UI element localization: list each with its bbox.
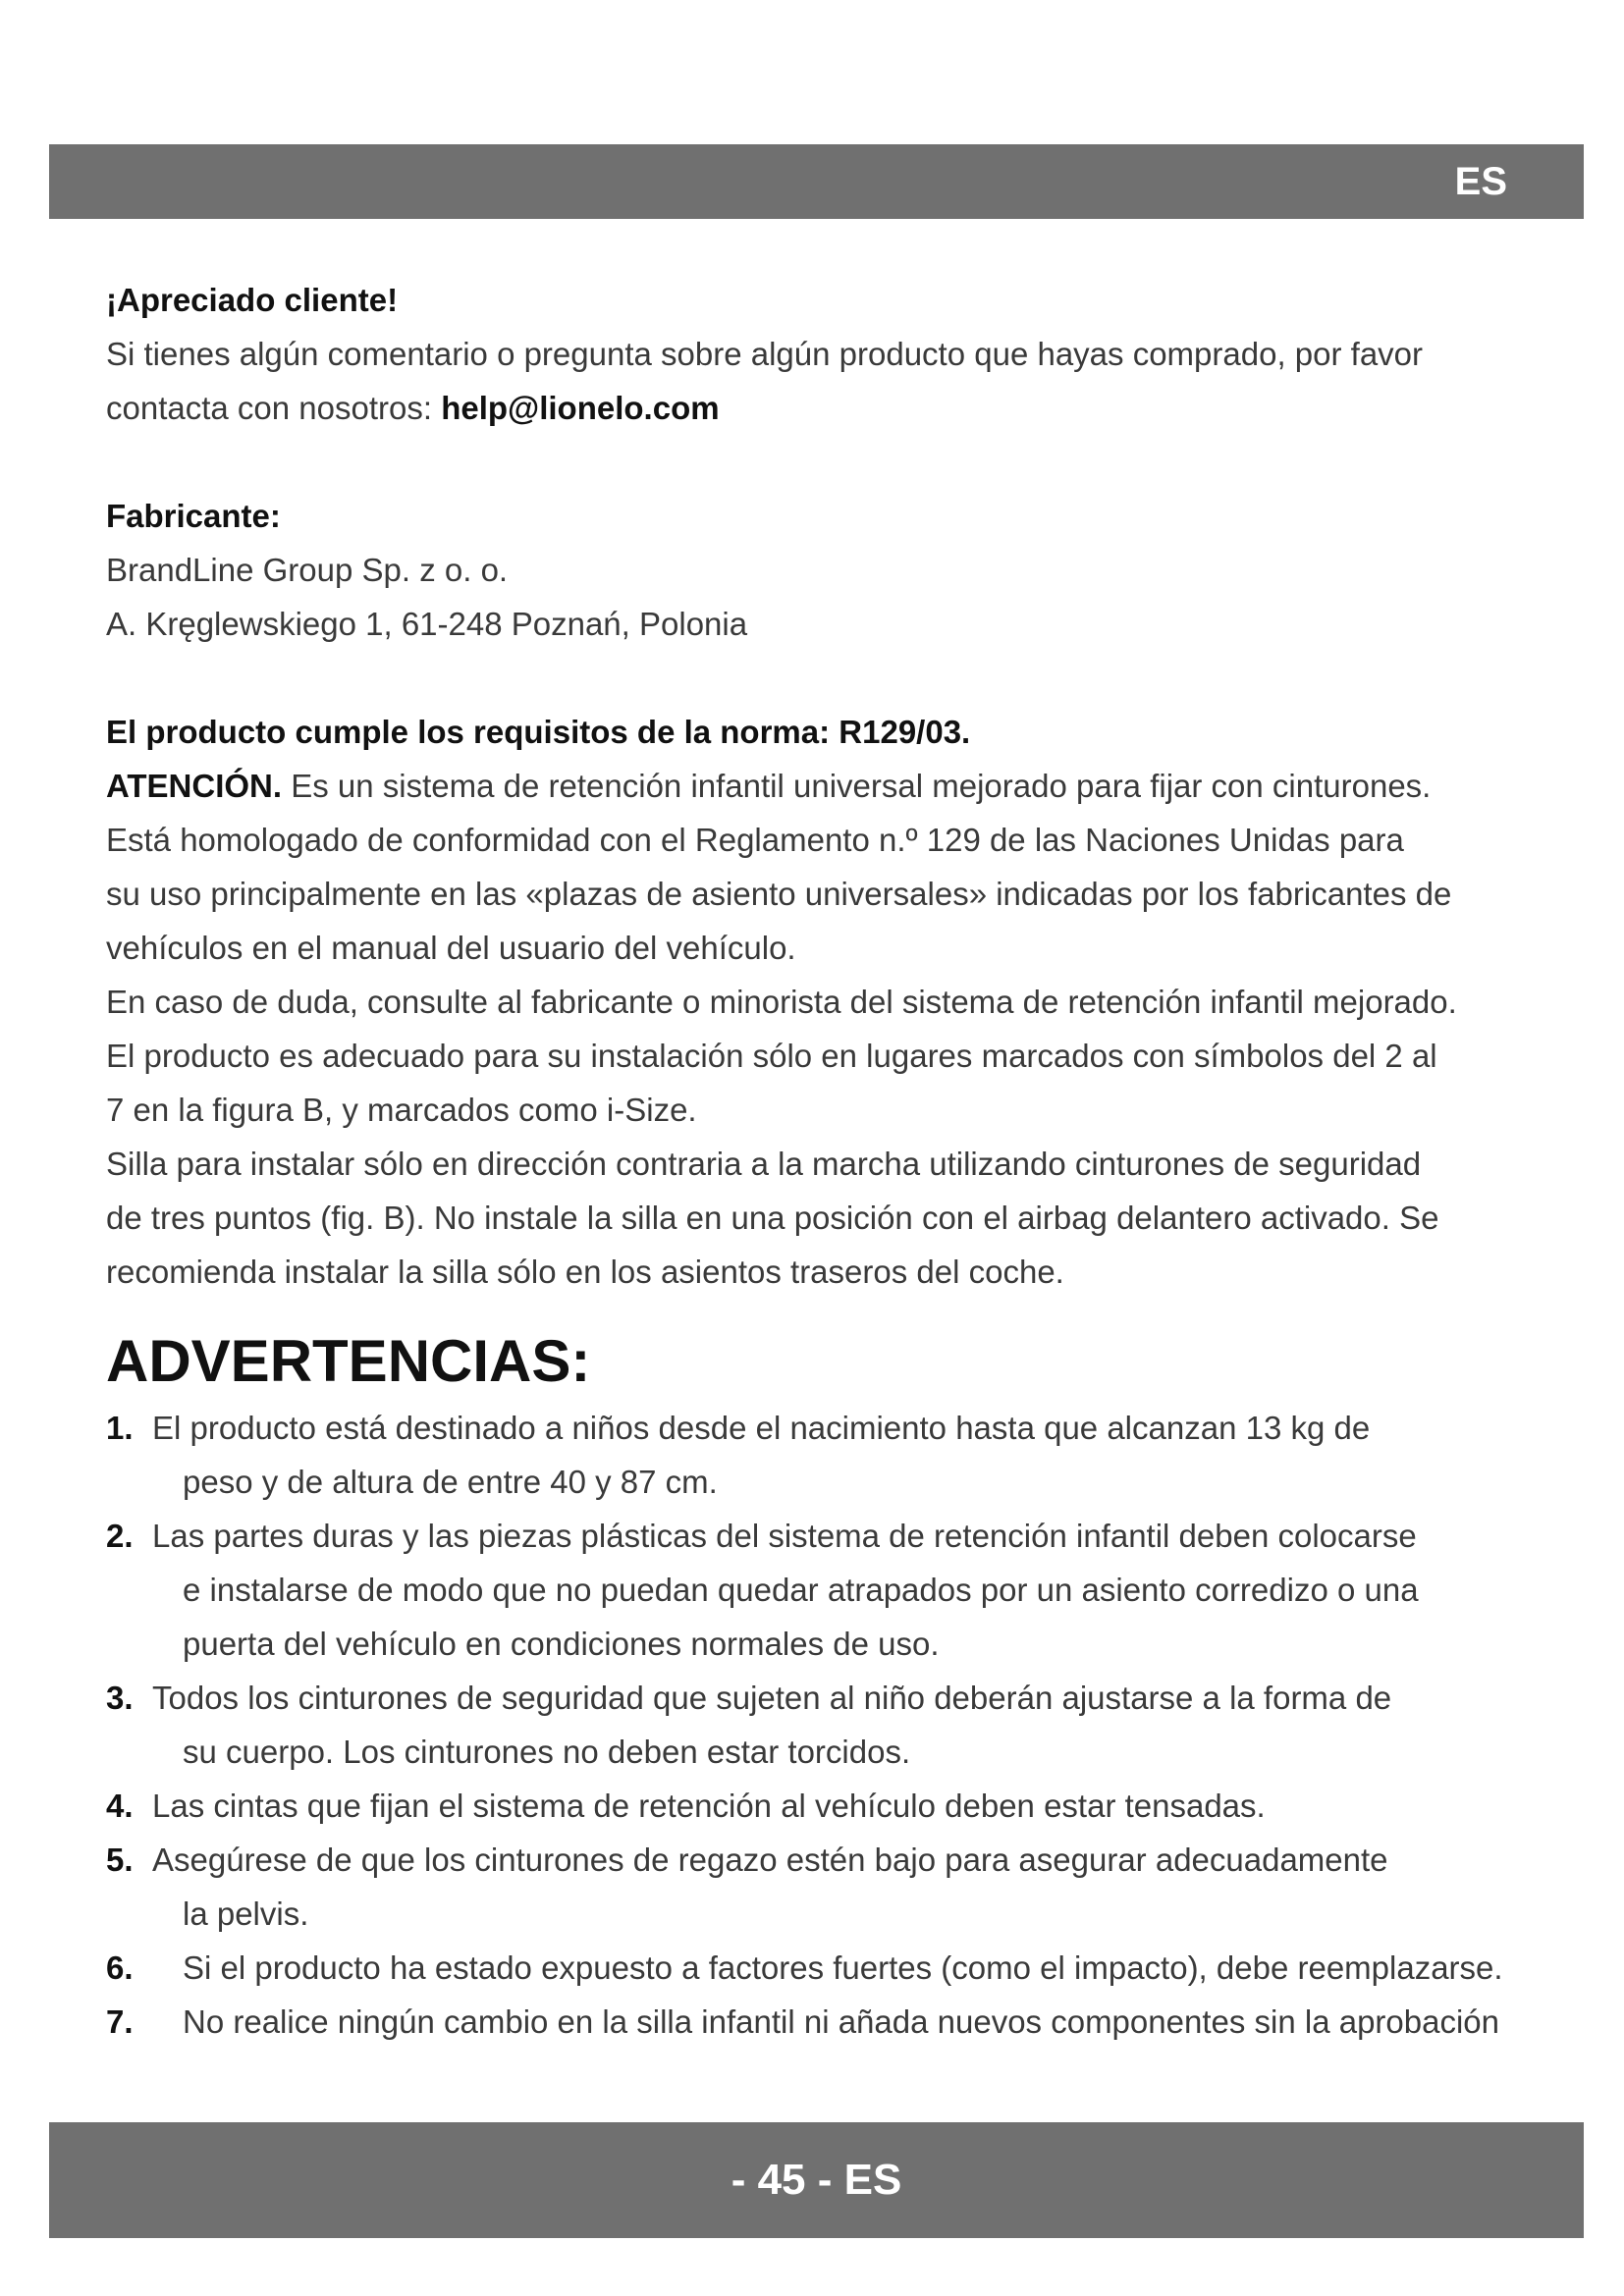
item-number: 2. [106,1518,134,1554]
warnings-list [106,1401,1549,2049]
item-text: su cuerpo. Los cinturones no deben estar torcidos. [183,1734,911,1770]
list-item [106,1509,1549,1671]
list-item [106,1779,1549,1833]
item-text: e instalarse de modo que no puedan quedar atrapados por un asiento corredizo o una [183,1572,1419,1608]
item-number: 5. [106,1842,134,1878]
page-number: - 45 - ES [731,2156,902,2204]
norm-line: de tres puntos (fig. B). No instale la silla en una posición con el airbag delantero activado. Se [106,1200,1439,1236]
norm-line: vehículos en el manual del usuario del vehículo. [106,930,796,966]
list-item [106,1833,1549,1941]
item-text: No realice ningún cambio en la silla infantil ni añada nuevos componentes sin la aprobación [183,2003,1500,2040]
norm-title: El producto cumple los requisitos de la norma: R129/03. [106,714,971,750]
item-number: 7. [106,2003,134,2040]
item-text: la pelvis. [183,1896,309,1932]
greeting-line-2 [106,381,1549,435]
norm-line: su uso principalmente en las «plazas de asiento universales» indicadas por los fabricantes de [106,876,1452,912]
norm-line-text: Es un sistema de retención infantil universal mejorado para fijar con cinturones. [282,768,1432,804]
contact-prefix: contacta con nosotros: [106,390,442,426]
list-item [106,1671,1549,1779]
language-label: ES [1454,160,1507,203]
norm-line: 7 en la figura B, y marcados como i-Size. [106,1092,697,1128]
manufacturer-title: Fabricante: [106,498,281,534]
header-bar [49,144,1584,219]
item-text: Todos los cinturones de seguridad que sujeten al niño deberán ajustarse a la forma de [152,1680,1392,1716]
greeting-line-1: Si tienes algún comentario o pregunta sobre algún producto que hayas comprado, por favor [106,336,1424,372]
item-number: 4. [106,1788,134,1824]
list-item [106,1401,1549,1509]
item-text: Las cintas que fijan el sistema de retención al vehículo deben estar tensadas. [152,1788,1266,1824]
warnings-title: ADVERTENCIAS: [106,1328,591,1394]
item-text: El producto está destinado a niños desde el nacimiento hasta que alcanzan 13 kg de [152,1410,1371,1446]
item-text: Si el producto ha estado expuesto a factores fuertes (como el impacto), debe reemplazarse. [183,1949,1503,1986]
norm-line: El producto es adecuado para su instalación sólo en lugares marcados con símbolos del 2 al [106,1038,1437,1074]
norm-line: Silla para instalar sólo en dirección contraria a la marcha utilizando cinturones de seguridad [106,1146,1422,1182]
attention-label: ATENCIÓN. [106,768,283,804]
manufacturer-address: A. Kręglewskiego 1, 61-248 Poznań, Polonia [106,606,748,642]
item-text: peso y de altura de entre 40 y 87 cm. [183,1464,718,1500]
greeting-title: ¡Apreciado cliente! [106,282,399,318]
list-item [106,1995,1549,2049]
item-text: Las partes duras y las piezas plásticas del sistema de retención infantil deben colocarse [152,1518,1417,1554]
manufacturer-name: BrandLine Group Sp. z o. o. [106,552,509,588]
page-content [106,273,1549,2049]
contact-email[interactable]: help@lionelo.com [441,390,720,426]
norm-line: En caso de duda, consulte al fabricante o minorista del sistema de retención infantil mejorado. [106,984,1457,1020]
item-number: 6. [106,1949,134,1986]
item-text: Asegúrese de que los cinturones de regazo estén bajo para asegurar adecuadamente [152,1842,1388,1878]
footer-bar [49,2122,1584,2238]
item-number: 1. [106,1410,134,1446]
norm-line: Está homologado de conformidad con el Reglamento n.º 129 de las Naciones Unidas para [106,822,1404,858]
norm-line [106,759,1549,813]
norm-line: recomienda instalar la silla sólo en los asientos traseros del coche. [106,1254,1064,1290]
list-item [106,1941,1549,1995]
item-number: 3. [106,1680,134,1716]
item-text: puerta del vehículo en condiciones normales de uso. [183,1626,940,1662]
